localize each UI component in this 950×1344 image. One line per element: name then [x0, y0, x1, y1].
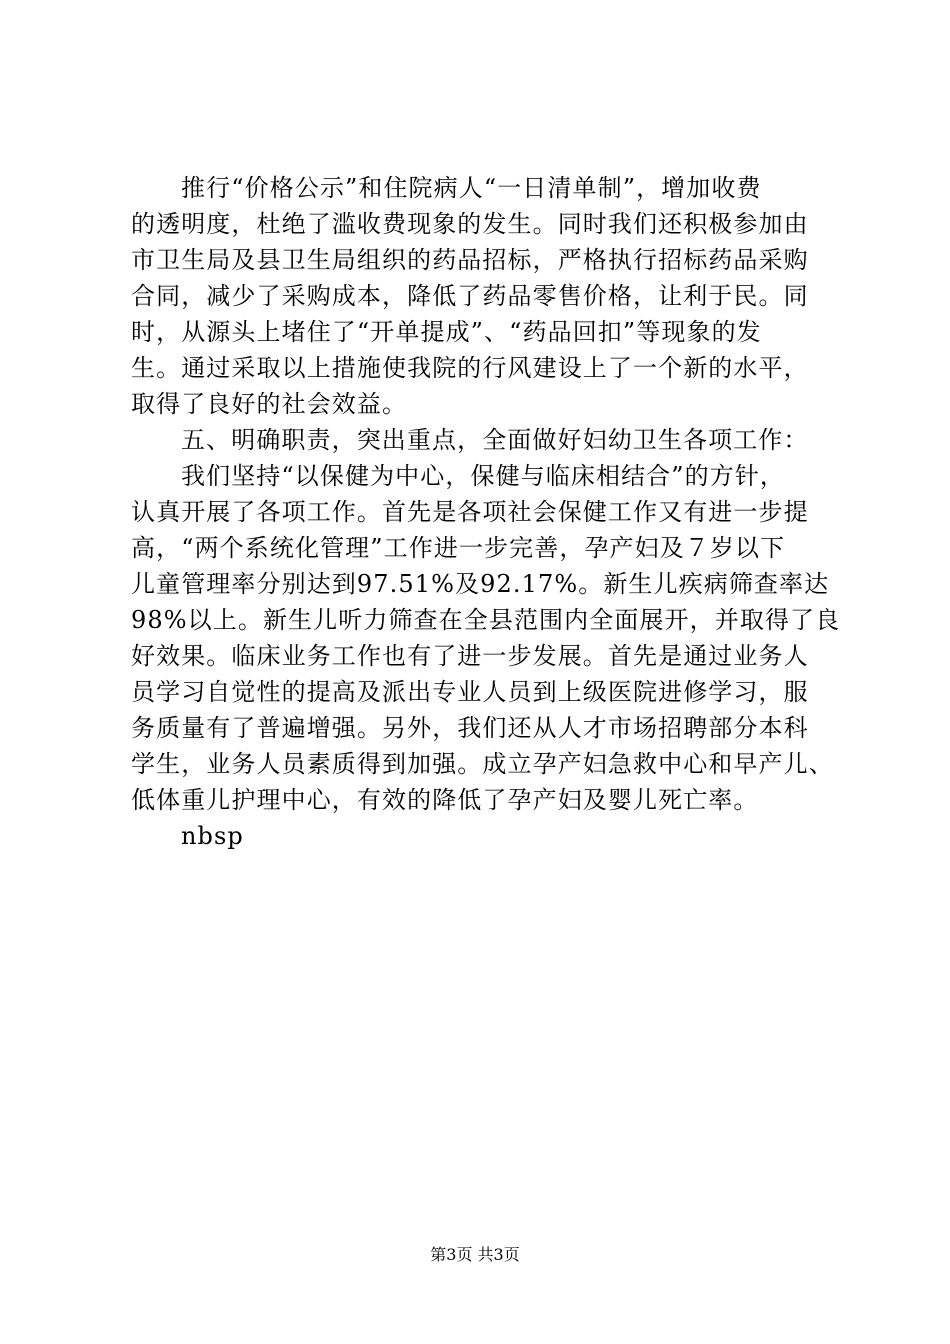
paragraph-line: 的透明度，杜绝了滥收费现象的发生。同时我们还积极参加由 [131, 210, 809, 238]
paragraph-line: 员学习自觉性的提高及派出专业人员到上级医院进修学习，服 [131, 678, 809, 706]
paragraph-line: 务质量有了普遍增强。另外，我们还从人才市场招聘部分本科 [131, 714, 809, 742]
paragraph-line: 认真开展了各项工作。首先是各项社会保健工作又有进一步提 [131, 498, 809, 526]
paragraph-line: 好效果。临床业务工作也有了进一步发展。首先是通过业务人 [131, 642, 809, 670]
paragraph-line: 学生，业务人员素质得到加强。成立孕产妇急救中心和早产儿、 [131, 750, 834, 778]
paragraph-line: 时，从源头上堵住了“开单提成”、“药品回扣”等现象的发 [131, 318, 762, 346]
page-number-footer: 第3页 共3页 [430, 1245, 520, 1264]
section-heading: 五、明确职责，突出重点，全面做好妇幼卫生各项工作： [181, 426, 809, 454]
paragraph-line: 98%以上。新生儿听力筛查在全县范围内全面展开，并取得了良 [131, 606, 841, 634]
document-body [131, 170, 841, 854]
paragraph-line: 我们坚持“以保健为中心，保健与临床相结合”的方针， [181, 462, 786, 490]
paragraph-line: 合同，减少了采购成本，降低了药品零售价格，让利于民。同 [131, 282, 809, 310]
paragraph-line: 取得了良好的社会效益。 [131, 390, 408, 418]
paragraph-line: 生。通过采取以上措施使我院的行风建设上了一个新的水平， [131, 354, 809, 382]
trailing-text: nbsp [181, 822, 244, 850]
paragraph-line: 儿童管理率分别达到97.51%及92.17%。新生儿疾病筛查率达 [131, 570, 830, 598]
paragraph-line: 推行“价格公示”和住院病人“一日清单制”，增加收费 [181, 174, 762, 202]
paragraph-line: 低体重儿护理中心，有效的降低了孕产妇及婴儿死亡率。 [131, 786, 759, 814]
paragraph-line: 高，“两个系统化管理”工作进一步完善，孕产妇及７岁以下 [131, 534, 786, 562]
paragraph-line: 市卫生局及县卫生局组织的药品招标，严格执行招标药品采购 [131, 246, 809, 274]
